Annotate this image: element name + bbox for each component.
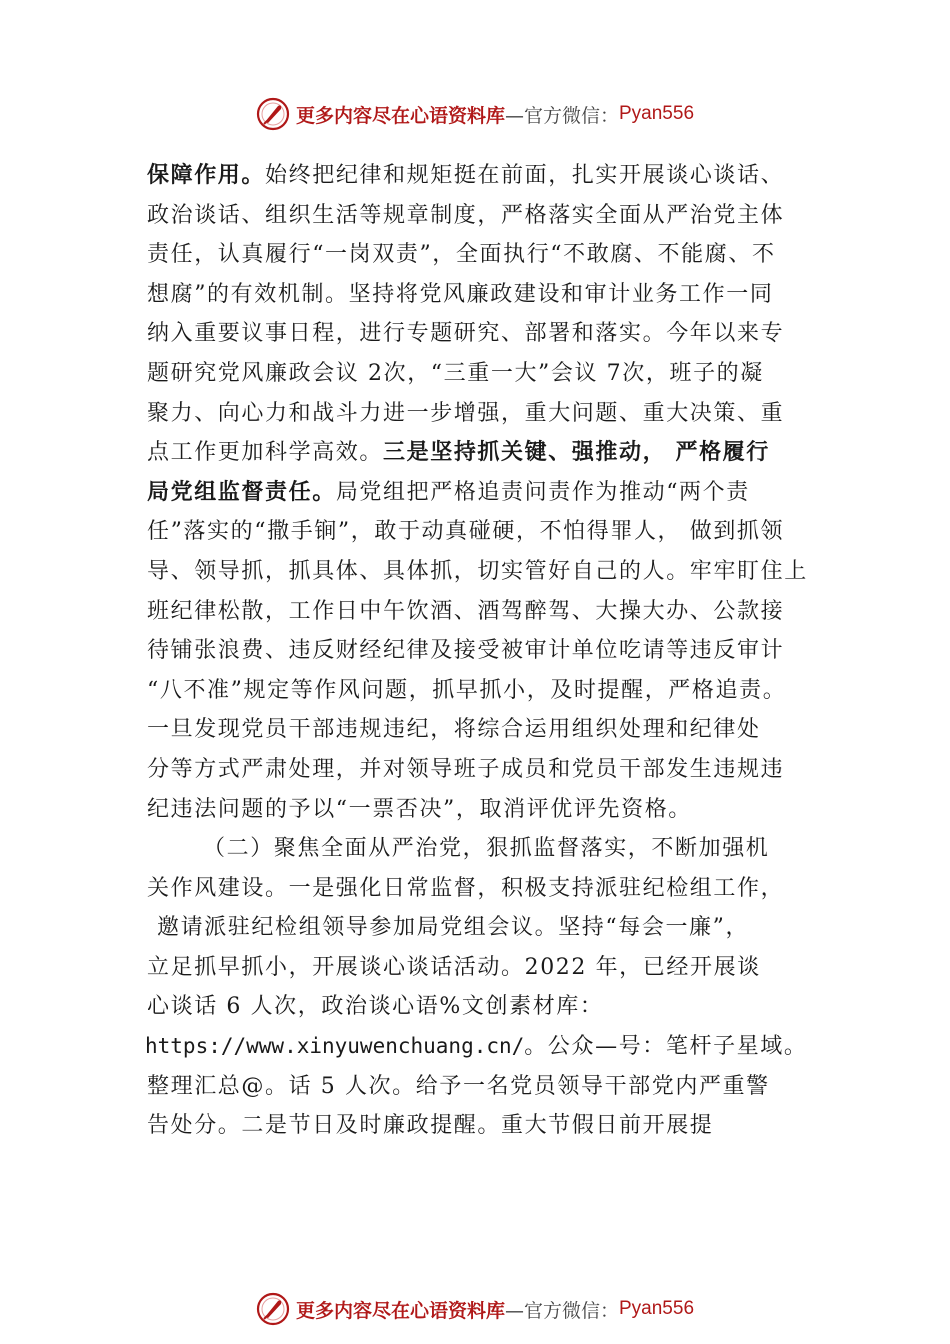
text-line: 关作风建设。一是强化日常监督，积极支持派驻纪检组工作， bbox=[147, 875, 785, 901]
text-run: 。公众—号：笔杆子星域。 bbox=[524, 1034, 808, 1060]
text-line: 想腐”的有效机制。坚持将党风廉政建设和审计业务工作一同 bbox=[147, 281, 774, 307]
text-line: 导、领导抓，抓具体、具体抓，切实管好自己的人。牢牢盯住上 bbox=[147, 558, 808, 584]
text-run: 点工作更加科学高效。 bbox=[147, 440, 384, 466]
text-run: 始终把纪律和规矩挺在前面，扎实开展谈心谈话、 bbox=[265, 163, 785, 188]
text-line: 一旦发现党员干部违规违纪，将综合运用组织处理和纪律处 bbox=[147, 717, 761, 743]
watermark-brand: 更多内容尽在心语资料库 bbox=[295, 1299, 505, 1322]
text-line: 立足抓早抓小，开展谈心谈话活动。2022 年，已经开展谈 bbox=[147, 954, 761, 980]
text-line: 心谈话 6 人次，政治谈心语%文创素材库： bbox=[147, 994, 604, 1020]
text-line: 任”落实的“撒手锏”，敢于动真碰硬，不怕得罪人， 做到抓领 bbox=[147, 519, 785, 545]
text-line: 纪违法问题的予以“一票否决”，取消评优评先资格。 bbox=[147, 796, 692, 822]
section-heading: （二）聚焦全面从严治党，狠抓监督落实，不断加强机 bbox=[203, 836, 770, 862]
text-line bbox=[147, 156, 847, 196]
watermark-account: Pyan556 bbox=[619, 103, 695, 124]
footer-watermark bbox=[0, 1289, 950, 1329]
text-line: 整理汇总@。话 5 人次。给予一名党员领导干部党内严重警 bbox=[147, 1073, 770, 1099]
watermark-separator: —官方微信： bbox=[504, 104, 619, 127]
text-line: 责任，认真履行“一岗双责”，全面执行“不敢腐、不能腐、不 bbox=[147, 242, 776, 268]
text-line bbox=[145, 1027, 847, 1067]
text-line: 邀请派驻纪检组领导参加局党组会议。坚持“每会一廉”， bbox=[157, 915, 750, 941]
bold-heading: 保障作用。 bbox=[147, 162, 266, 188]
text-line: 待铺张浪费、违反财经纪律及接受被审计单位吃请等违反审计 bbox=[147, 638, 785, 664]
document-body bbox=[147, 156, 847, 1146]
text-line: 班纪律松散，工作日中午饮酒、酒驾醉驾、大操大办、公款接 bbox=[147, 598, 785, 624]
bold-heading: 局党组监督责任。 bbox=[147, 478, 336, 505]
text-line: 政治谈话、组织生活等规章制度，严格落实全面从严治党主体 bbox=[147, 202, 785, 228]
text-line: 告处分。二是节日及时廉政提醒。重大节假日前开展提 bbox=[147, 1113, 714, 1139]
watermark-separator: —官方微信： bbox=[504, 1299, 619, 1322]
text-line bbox=[147, 473, 847, 513]
text-line: 聚力、向心力和战斗力进一步增强，重大问题、重大决策、重 bbox=[147, 400, 785, 426]
text-line: 分等方式严肃处理，并对领导班子成员和党员干部发生违规违 bbox=[147, 756, 785, 782]
website-url: https://www.xinyuwenchuang.cn/ bbox=[145, 1034, 525, 1059]
header-watermark bbox=[0, 94, 950, 134]
quill-seal-icon bbox=[256, 97, 290, 131]
watermark-account: Pyan556 bbox=[619, 1298, 695, 1319]
text-line bbox=[147, 433, 847, 473]
quill-seal-icon bbox=[256, 1292, 290, 1326]
bold-heading: 三是坚持抓关键、强推动， 严格履行 bbox=[383, 439, 770, 466]
text-run: 局党组把严格追责问责作为推动“两个责 bbox=[335, 479, 750, 505]
watermark-brand: 更多内容尽在心语资料库 bbox=[295, 104, 505, 127]
text-line: 纳入重要议事日程，进行专题研究、部署和落实。今年以来专 bbox=[147, 321, 785, 347]
text-line: 题研究党风廉政会议 2次，“三重一大”会议 7次，班子的凝 bbox=[147, 360, 764, 386]
text-line: “八不准”规定等作风问题，抓早抓小，及时提醒，严格追责。 bbox=[147, 677, 787, 703]
